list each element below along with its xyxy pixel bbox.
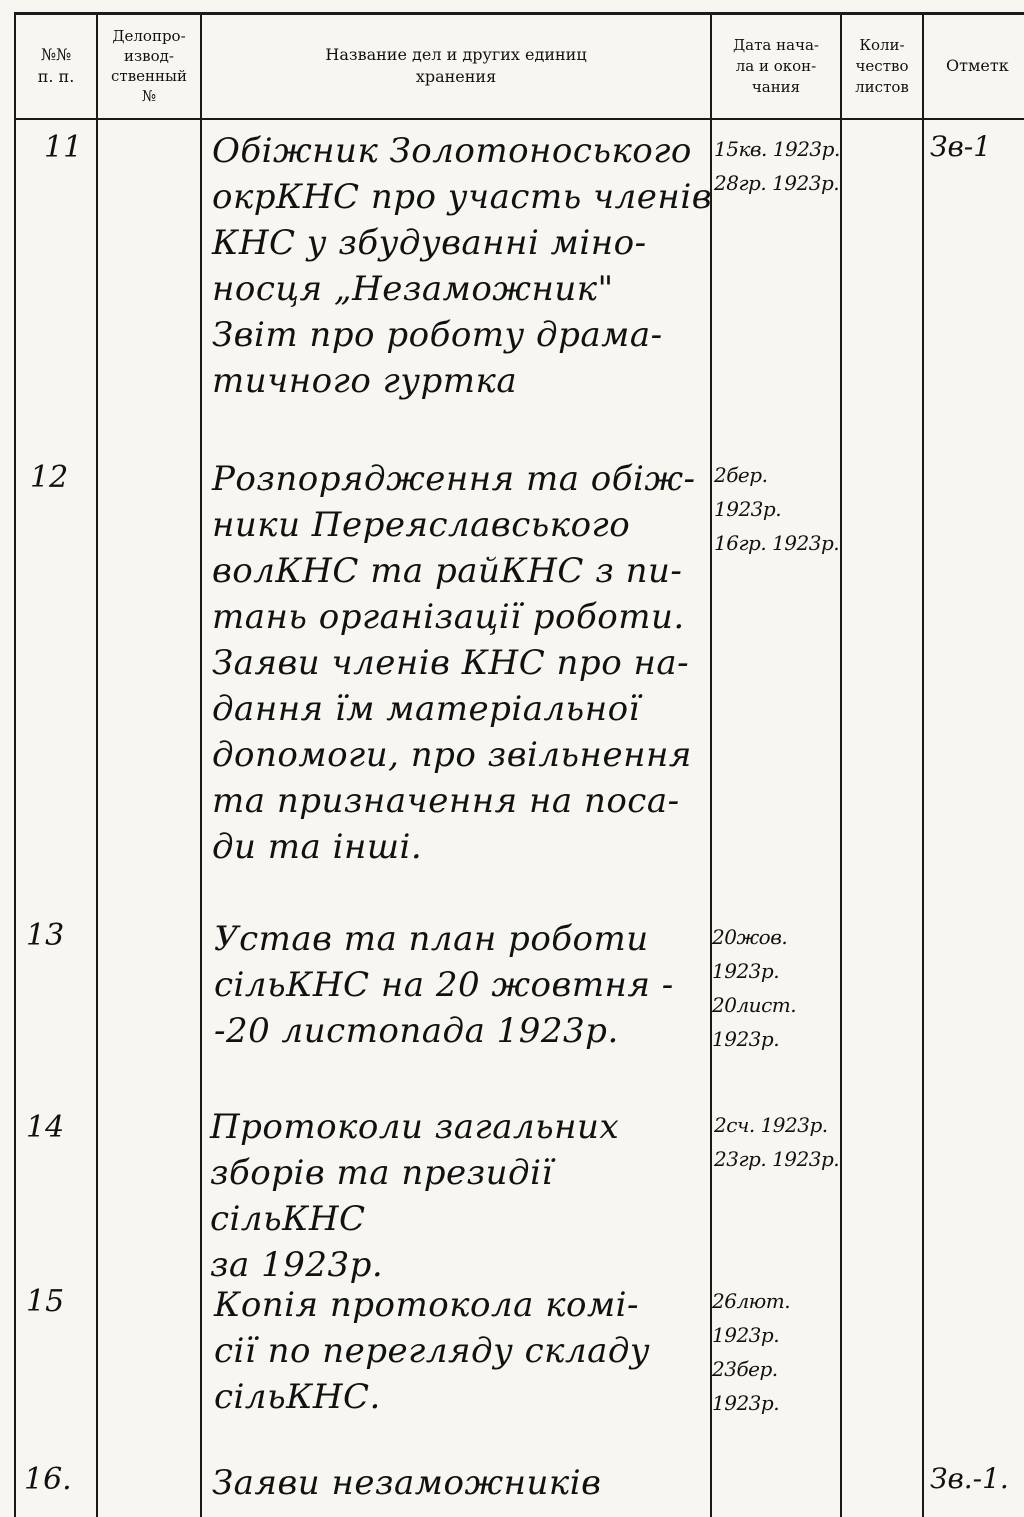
row-title: Копія протокола комі- сії по перегляду складу сільКНС. xyxy=(214,1285,651,1417)
row-dates: 20жов. 1923р. 20лист. 1923р. xyxy=(712,925,797,1051)
row-number: 13 xyxy=(26,918,65,953)
column-rule xyxy=(14,12,16,1517)
header-number: №№ п. п. xyxy=(37,45,75,86)
row-title: Обіжник Золотоноського окрКНС про участь членів КНС у збудуванні міно- носця „Незаможник" Звіт про роботу драма- тичного гуртка xyxy=(212,131,712,401)
column-rule xyxy=(96,12,98,1517)
row-title: Устав та план роботи сільКНС на 20 жовтня - -20 листопада 1923р. xyxy=(214,919,674,1051)
header-dates: Дата нача- ла и окон- чания xyxy=(732,35,819,96)
row-number: 15 xyxy=(26,1284,65,1319)
header-top-rule xyxy=(14,12,1024,15)
row-number: 11 xyxy=(44,130,83,165)
row-note: Зв-1 xyxy=(930,130,992,163)
column-rule xyxy=(200,12,202,1517)
row-dates: 26лют. 1923р. 23бер. 1923р. xyxy=(712,1289,791,1415)
header-bottom-rule xyxy=(14,118,1024,120)
row-title: Протоколи загальних зборів та президії сільКНС за 1923р. xyxy=(210,1107,620,1285)
column-rule xyxy=(922,12,924,1517)
row-dates: 2сч. 1923р. 23гр. 1923р. xyxy=(714,1113,840,1171)
row-title: Заяви незаможників xyxy=(212,1463,602,1503)
row-number: 16. xyxy=(24,1462,72,1497)
header-notes: Отметк xyxy=(946,56,1009,75)
row-dates: 15кв. 1923р. 28гр. 1923р. xyxy=(714,137,840,195)
row-title: Розпорядження та обіж- ники Переяславського волКНС та райКНС з пи- тань організації роботи. Заяви членів КНС про на- дання їм матеріальної допомоги, про звільнення та призначення на поса- ди та інші. xyxy=(212,459,696,867)
row-number: 12 xyxy=(30,460,69,495)
row-number: 14 xyxy=(26,1110,65,1145)
row-note: Зв.-1. xyxy=(930,1462,1009,1495)
header-file-name: Название дел и других единиц хранения xyxy=(325,45,587,86)
header-record-number: Делопро- извод- ственный № xyxy=(111,27,187,105)
header-sheet-count: Коли- чество листов xyxy=(855,35,909,96)
row-dates: 2бер. 1923р. 16гр. 1923р. xyxy=(714,463,840,555)
